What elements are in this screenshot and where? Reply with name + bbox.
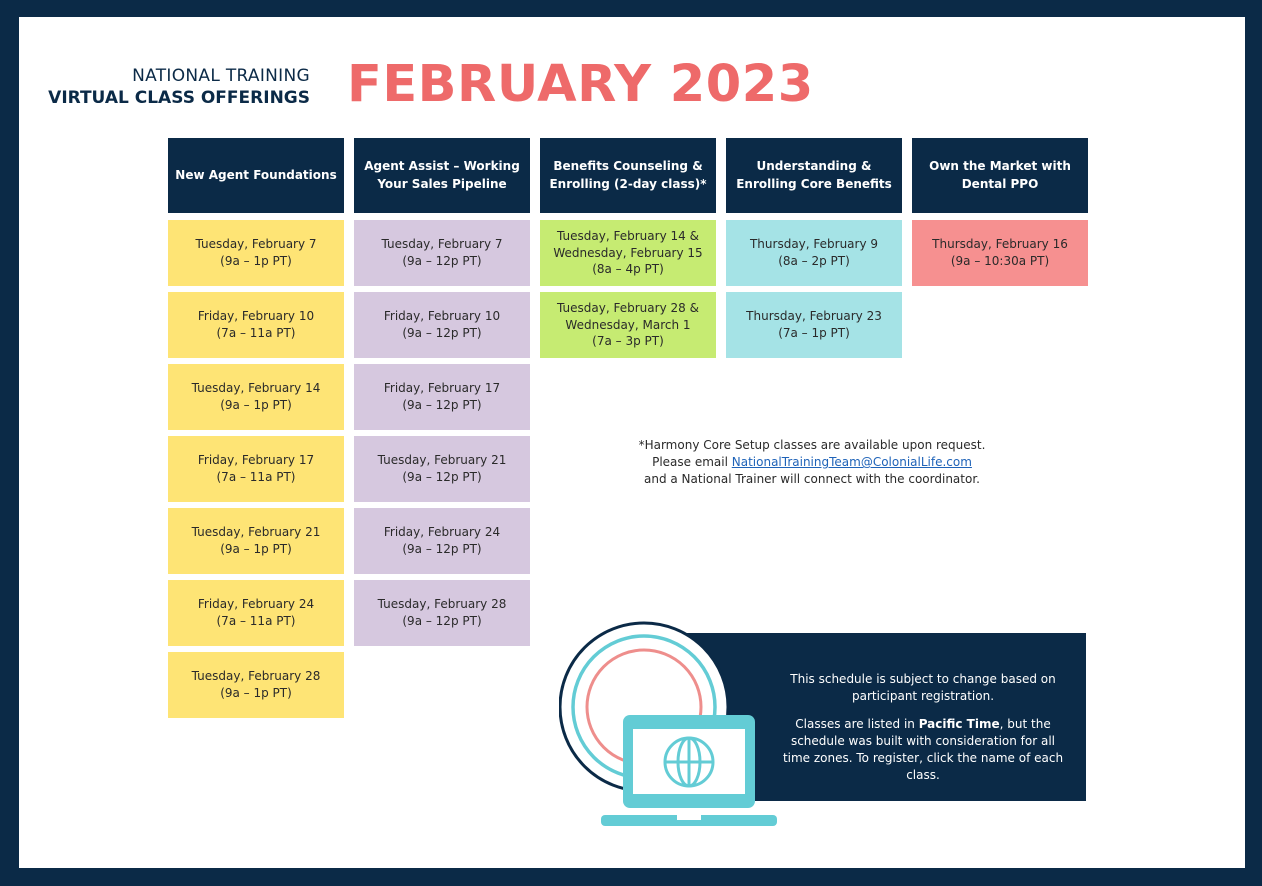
session-cell: Thursday, February 9 (8a – 2p PT) [726,220,902,286]
header-title-block [48,65,310,109]
session-cell: Friday, February 24 (7a – 11a PT) [168,580,344,646]
class-title-benefits-counseling[interactable]: Benefits Counseling & Enrolling (2-day class)* [540,138,716,213]
session-cell: Tuesday, February 28 (9a – 1p PT) [168,652,344,718]
header-line-2: VIRTUAL CLASS OFFERINGS [48,88,310,109]
session-cell: Tuesday, February 28 & Wednesday, March 1 (7a – 3p PT) [540,292,716,358]
info-paragraph-1: This schedule is subject to change based on participant registration. [790,672,1056,704]
info-text [778,671,1068,795]
session-cell: Tuesday, February 21 (9a – 12p PT) [354,436,530,502]
info-p2-suffix: , but the schedule was built with consideration for all time zones. To register, click the name of each class. [782,717,1064,783]
class-title-dental-ppo[interactable]: Own the Market with Dental PPO [912,138,1088,213]
note-line-2 [602,454,1022,471]
session-cell: Tuesday, February 7 (9a – 1p PT) [168,220,344,286]
info-p2-prefix: Classes are listed in [795,717,919,732]
session-cell: Friday, February 10 (9a – 12p PT) [354,292,530,358]
session-cell: Thursday, February 23 (7a – 1p PT) [726,292,902,358]
month-title: FEBRUARY 2023 [347,55,814,114]
header-line-1: NATIONAL TRAINING [132,66,310,86]
note-email-prefix: Please email [652,455,732,470]
class-title-new-agent-foundations[interactable]: New Agent Foundations [168,138,344,213]
session-cell: Friday, February 17 (7a – 11a PT) [168,436,344,502]
email-link[interactable]: NationalTrainingTeam@ColonialLife.com [731,455,972,470]
class-title-core-benefits[interactable]: Understanding & Enrolling Core Benefits [726,138,902,213]
info-paragraph-2 [778,716,1068,784]
class-title-agent-assist[interactable]: Agent Assist – Working Your Sales Pipeline [354,138,530,213]
session-cell: Tuesday, February 14 (9a – 1p PT) [168,364,344,430]
schedule-page [19,17,1245,868]
session-cell: Thursday, February 16 (9a – 10:30a PT) [912,220,1088,286]
session-cell: Friday, February 17 (9a – 12p PT) [354,364,530,430]
session-cell: Tuesday, February 28 (9a – 12p PT) [354,580,530,646]
session-cell: Friday, February 10 (7a – 11a PT) [168,292,344,358]
session-cell: Tuesday, February 21 (9a – 1p PT) [168,508,344,574]
note-line-1: *Harmony Core Setup classes are available upon request. [638,438,986,452]
session-cell: Friday, February 24 (9a – 12p PT) [354,508,530,574]
harmony-note [602,437,1022,488]
pacific-time-label: Pacific Time [918,717,1000,732]
session-cell: Tuesday, February 14 & Wednesday, February 15 (8a – 4p PT) [540,220,716,286]
session-cell: Tuesday, February 7 (9a – 12p PT) [354,220,530,286]
note-line-3: and a National Trainer will connect with the coordinator. [644,472,980,487]
laptop-globe-icon [559,617,799,837]
